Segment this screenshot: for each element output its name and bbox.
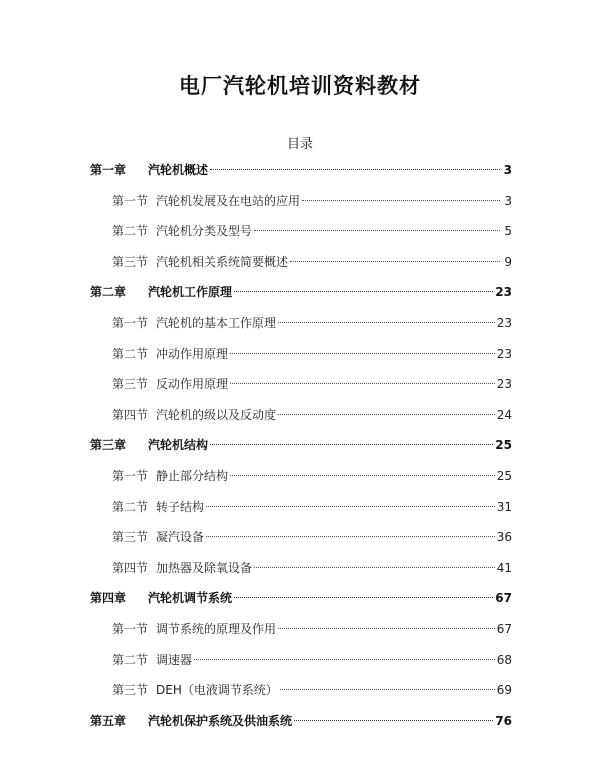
- toc-entry-number: 第一节: [112, 193, 149, 208]
- toc-entry-label: [90, 282, 232, 302]
- toc-page-number: 23: [496, 316, 512, 330]
- toc-entry-text: 转子结构: [156, 499, 205, 514]
- toc-entry-text: 凝汽设备: [156, 530, 205, 545]
- toc-entry-text: 汽轮机的级以及反动度: [156, 407, 277, 422]
- toc-section-entry[interactable]: [112, 405, 512, 425]
- toc-entry-label: [90, 588, 232, 608]
- toc-page-number: 25: [495, 438, 512, 453]
- toc-leader-dots: [194, 658, 495, 660]
- toc-leader-dots: [280, 688, 495, 690]
- toc-section-entry[interactable]: [112, 374, 512, 394]
- toc-entry-text: 汽轮机的基本工作原理: [156, 316, 277, 330]
- toc-section-entry[interactable]: [112, 252, 512, 272]
- toc-entry-number: 第一节: [112, 469, 149, 483]
- toc-leader-dots: [278, 627, 495, 629]
- toc-section-entry[interactable]: [112, 497, 512, 517]
- toc-entry-label: [112, 680, 278, 700]
- toc-page-number: 9: [504, 254, 512, 269]
- toc-entry-number: 第四章: [90, 591, 127, 606]
- toc-section-entry[interactable]: [112, 619, 512, 639]
- toc-section-entry[interactable]: [112, 191, 512, 211]
- toc-leader-dots: [302, 199, 500, 201]
- toc-entry-label: [112, 221, 252, 241]
- toc-leader-dots: [230, 352, 495, 354]
- toc-entry-number: 第二章: [90, 285, 127, 300]
- toc-page-number: 68: [496, 652, 512, 667]
- toc-entry-text: 调速器: [156, 652, 193, 667]
- toc-entry-text: 汽轮机发展及在电站的应用: [156, 193, 301, 208]
- toc-entry-number: 第三节: [112, 683, 149, 698]
- toc-leader-dots: [206, 535, 495, 537]
- toc-entry-label: [112, 191, 300, 211]
- toc-entry-text: 加热器及除氧设备: [156, 560, 253, 575]
- toc-leader-dots: [290, 260, 500, 262]
- toc-page-number: 31: [496, 499, 512, 514]
- toc-page-number: 67: [495, 591, 512, 606]
- toc-entry-text: 反动作用原理: [156, 377, 229, 392]
- toc-leader-dots: [278, 413, 495, 415]
- toc-entry-number: 第三节: [112, 530, 149, 545]
- toc-leader-dots: [254, 229, 500, 231]
- toc-entry-number: 第二节: [112, 224, 149, 239]
- toc-leader-dots: [210, 168, 500, 170]
- toc-entry-label: [90, 435, 208, 455]
- toc-entry-number: 第三节: [112, 377, 149, 392]
- toc-entry-label: [112, 466, 228, 486]
- toc-entry-number: 第一节: [112, 316, 149, 330]
- toc-heading: 目录: [286, 137, 313, 152]
- toc-entry-label: [112, 619, 276, 639]
- toc-page-number: 25: [496, 469, 512, 483]
- toc-entry-label: [112, 558, 252, 578]
- toc-entry-number: 第一节: [112, 622, 149, 636]
- toc-entry-text: 静止部分结构: [156, 469, 229, 483]
- toc-chapter-entry[interactable]: [90, 282, 512, 302]
- toc-entry-text: 汽轮机结构: [148, 438, 209, 453]
- toc-chapter-entry[interactable]: [90, 435, 512, 455]
- toc-entry-number: 第三节: [112, 254, 149, 269]
- toc-entry-number: 第二节: [112, 652, 149, 667]
- toc-section-entry[interactable]: [112, 680, 512, 700]
- toc-section-entry[interactable]: [112, 221, 512, 241]
- toc-entry-label: [112, 650, 192, 670]
- toc-entry-label: [112, 344, 228, 364]
- toc-entry-text: 调节系统的原理及作用: [156, 622, 277, 636]
- toc-entry-text: 汽轮机分类及型号: [156, 224, 253, 239]
- toc-section-entry[interactable]: [112, 527, 512, 547]
- toc-section-entry[interactable]: [112, 466, 512, 486]
- toc-section-entry[interactable]: [112, 344, 512, 364]
- toc-entry-label: [112, 374, 228, 394]
- toc-entry-text: 汽轮机概述: [148, 163, 209, 177]
- toc-page-number: 5: [504, 224, 512, 239]
- toc-entry-number: 第三章: [90, 438, 127, 453]
- toc-entry-label: [112, 527, 204, 547]
- toc-section-entry[interactable]: [112, 313, 512, 333]
- toc-entry-text: 冲动作用原理: [156, 346, 229, 361]
- toc-page-number: 69: [496, 683, 512, 698]
- toc-leader-dots: [210, 443, 493, 445]
- toc-leader-dots: [234, 596, 493, 598]
- toc-page-number: 36: [496, 530, 512, 545]
- toc-section-entry[interactable]: [112, 558, 512, 578]
- toc-leader-dots: [294, 719, 493, 721]
- toc-entry-label: [112, 497, 204, 517]
- toc-leader-dots: [230, 474, 495, 476]
- toc-page-number: 23: [496, 377, 512, 392]
- toc-entry-label: [112, 252, 288, 272]
- toc-page-number: 24: [496, 407, 512, 422]
- toc-page-number: 67: [496, 622, 512, 636]
- toc-entry-number: 第四节: [112, 560, 149, 575]
- toc-entry-number: 第五章: [90, 713, 127, 728]
- toc-leader-dots: [230, 382, 495, 384]
- toc-entry-number: 第二节: [112, 346, 149, 361]
- document-title: 电厂汽轮机培训资料教材: [179, 74, 421, 98]
- toc-page-number: 41: [496, 560, 512, 575]
- toc-entry-text: 汽轮机工作原理: [148, 285, 233, 300]
- toc-chapter-entry[interactable]: [90, 711, 512, 731]
- toc-entry-text: 汽轮机调节系统: [148, 591, 233, 606]
- toc-entry-text: 汽轮机相关系统简要概述: [156, 254, 289, 269]
- toc-entry-number: 第四节: [112, 407, 149, 422]
- toc-page-number: 76: [495, 713, 512, 728]
- toc-entry-label: [112, 405, 276, 425]
- toc-leader-dots: [206, 505, 495, 507]
- toc-leader-dots: [234, 290, 493, 292]
- toc-entry-label: [90, 711, 292, 731]
- toc-page-number: 23: [496, 346, 512, 361]
- toc-entry-text: 汽轮机保护系统及供油系统: [148, 713, 293, 728]
- toc-entry-label: [90, 160, 208, 180]
- toc-leader-dots: [254, 566, 495, 568]
- toc-section-entry[interactable]: [112, 650, 512, 670]
- toc-page-number: 3: [503, 163, 512, 177]
- toc-chapter-entry[interactable]: [90, 160, 512, 180]
- toc-leader-dots: [278, 321, 495, 323]
- toc-page-number: 23: [495, 285, 512, 300]
- toc-entry-label: [112, 313, 276, 333]
- toc-entry-number: 第一章: [90, 163, 127, 177]
- toc-chapter-entry[interactable]: [90, 588, 512, 608]
- toc-page-number: 3: [504, 193, 512, 208]
- toc-entry-number: 第二节: [112, 499, 149, 514]
- toc-entry-text: DEH（电液调节系统）: [156, 683, 278, 698]
